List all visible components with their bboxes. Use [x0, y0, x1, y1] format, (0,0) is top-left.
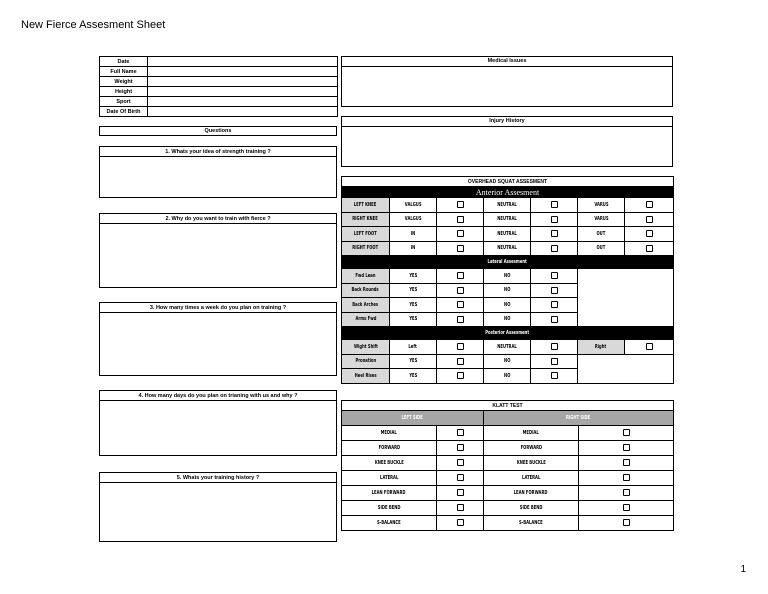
checkbox-cell — [437, 269, 484, 284]
questions-title: Questions — [99, 126, 337, 136]
posterior-row — [342, 354, 674, 369]
checkbox-cell — [531, 198, 578, 213]
klatt-left-label — [342, 500, 437, 515]
option-label-text: Right — [595, 343, 607, 350]
question-box[interactable] — [99, 472, 337, 542]
checkbox-cell — [579, 500, 674, 515]
anterior-row — [342, 212, 674, 227]
lateral-assessment-title-text: Lateral Assesment — [487, 259, 528, 265]
option-label — [484, 340, 531, 355]
klatt-right-label-text: KNEE BUCKLE — [516, 459, 546, 466]
klatt-left-label-text: S-BALANCE — [377, 519, 401, 526]
checkbox-cell — [437, 354, 484, 369]
klatt-right-label-text: LATERAL — [521, 474, 541, 481]
option-label — [484, 227, 531, 242]
option-label — [484, 198, 531, 213]
klatt-row — [342, 440, 674, 455]
checkbox-cell — [531, 298, 578, 313]
option-label-text: VALGUS — [404, 216, 422, 223]
info-label: Full Name — [100, 67, 148, 77]
option-label-text: YES — [409, 358, 417, 365]
klatt-left-label — [342, 515, 437, 530]
option-label — [390, 340, 437, 355]
checkbox-cell — [437, 515, 484, 530]
checkbox-cell — [437, 440, 484, 455]
checkbox[interactable] — [457, 272, 464, 279]
checkbox-cell — [437, 283, 484, 298]
option-label-text: NO — [503, 316, 511, 323]
checkbox-cell — [579, 470, 674, 485]
row-label — [342, 212, 390, 227]
info-label: Sport — [100, 97, 148, 107]
row-label-text: LEFT KNEE — [354, 201, 377, 208]
info-row — [100, 107, 338, 117]
klatt-row — [342, 485, 674, 500]
right-side-header-text: RIGHT SIDE — [566, 414, 591, 421]
checkbox-cell — [437, 241, 484, 256]
checkbox-cell — [437, 212, 484, 227]
checkbox-cell — [579, 515, 674, 530]
info-row — [100, 67, 338, 77]
checkbox-cell — [531, 212, 578, 227]
klatt-right-label — [484, 515, 579, 530]
row-label — [342, 354, 390, 369]
klatt-left-label-text: KNEE BUCKLE — [374, 459, 404, 466]
info-row — [100, 57, 338, 67]
klatt-right-label-text: SIDE BEND — [519, 504, 543, 511]
option-label-text: Left — [408, 343, 418, 350]
option-label — [484, 369, 531, 384]
empty-cell — [578, 354, 674, 383]
option-label-text: VARUS — [593, 201, 609, 208]
lateral-assessment-title — [342, 256, 674, 269]
question-box[interactable] — [99, 390, 337, 456]
row-label — [342, 283, 390, 298]
checkbox-cell — [625, 198, 674, 213]
checkbox[interactable] — [646, 201, 653, 208]
option-label-text: NEUTRAL — [497, 245, 517, 252]
klatt-left-label-text: LEAN FORWARD — [372, 489, 406, 496]
checkbox-cell — [531, 269, 578, 284]
option-label-text: IN — [410, 245, 416, 252]
checkbox-cell — [531, 340, 578, 355]
info-value-field[interactable] — [148, 67, 338, 77]
checkbox-cell — [437, 227, 484, 242]
option-label-text: NO — [503, 372, 511, 379]
checkbox[interactable] — [457, 301, 464, 308]
checkbox-cell — [579, 485, 674, 500]
row-label — [342, 369, 390, 384]
checkbox[interactable] — [551, 287, 558, 294]
klatt-left-label — [342, 455, 437, 470]
checkbox[interactable] — [551, 358, 558, 365]
option-label-text: NO — [503, 287, 511, 294]
checkbox-cell — [579, 425, 674, 440]
option-label-text: NEUTRAL — [497, 230, 517, 237]
checkbox-cell — [437, 298, 484, 313]
checkbox[interactable] — [623, 474, 630, 481]
klatt-right-label-text: MEDIAL — [522, 429, 540, 436]
posterior-assessment-title — [342, 327, 674, 340]
row-label-text: Wight Shift — [353, 343, 378, 350]
info-value-field[interactable] — [148, 107, 338, 117]
row-label-text: Back Arches — [352, 301, 379, 308]
question-box[interactable] — [99, 146, 337, 198]
checkbox-cell — [437, 198, 484, 213]
option-label — [390, 298, 437, 313]
klatt-row — [342, 500, 674, 515]
checkbox-cell — [437, 369, 484, 384]
anterior-row — [342, 198, 674, 213]
checkbox[interactable] — [551, 216, 558, 223]
klatt-right-label — [484, 470, 579, 485]
klatt-right-label — [484, 425, 579, 440]
question-text: 3. How many times a week do you plan on training ? — [100, 303, 336, 313]
info-value-field[interactable] — [148, 57, 338, 67]
option-label — [578, 212, 625, 227]
klatt-right-label — [484, 455, 579, 470]
info-label: Date Of Birth — [100, 107, 148, 117]
klatt-left-label — [342, 485, 437, 500]
option-label-text: OUT — [596, 245, 606, 252]
klatt-right-label — [484, 440, 579, 455]
info-value-field[interactable] — [148, 77, 338, 87]
option-label-text: NEUTRAL — [497, 343, 517, 350]
row-label-text: RIGHT KNEE — [352, 216, 379, 223]
klatt-row — [342, 470, 674, 485]
option-label-text: NEUTRAL — [497, 201, 517, 208]
klatt-left-label-text: LATERAL — [379, 474, 399, 481]
checkbox[interactable] — [457, 216, 464, 223]
option-label-text: YES — [409, 272, 417, 279]
checkbox[interactable] — [646, 343, 653, 350]
checkbox[interactable] — [457, 230, 464, 237]
checkbox[interactable] — [646, 245, 653, 252]
option-label — [390, 312, 437, 327]
checkbox[interactable] — [551, 372, 558, 379]
klatt-left-label — [342, 470, 437, 485]
right-side-header — [484, 411, 674, 426]
medical-issues-box[interactable] — [341, 56, 673, 107]
checkbox[interactable] — [551, 316, 558, 323]
anterior-assessment-title: Anterior Assesment — [342, 187, 674, 198]
checkbox-cell — [531, 241, 578, 256]
checkbox[interactable] — [551, 272, 558, 279]
checkbox[interactable] — [457, 519, 464, 526]
row-label — [342, 312, 390, 327]
option-label-text: IN — [410, 230, 416, 237]
option-label — [390, 283, 437, 298]
option-label — [390, 227, 437, 242]
anterior-row — [342, 241, 674, 256]
option-label — [390, 198, 437, 213]
checkbox[interactable] — [623, 504, 630, 511]
page-number: 1 — [740, 564, 746, 575]
question-box[interactable] — [99, 213, 337, 288]
option-label — [484, 312, 531, 327]
checkbox[interactable] — [457, 343, 464, 350]
checkbox[interactable] — [551, 245, 558, 252]
klatt-right-label-text: S-BALANCE — [519, 519, 543, 526]
checkbox-cell — [437, 470, 484, 485]
klatt-left-label — [342, 425, 437, 440]
klatt-test-table — [341, 400, 674, 531]
question-box[interactable] — [99, 302, 337, 376]
klatt-row — [342, 515, 674, 530]
checkbox[interactable] — [646, 230, 653, 237]
lateral-row — [342, 269, 674, 284]
checkbox[interactable] — [457, 504, 464, 511]
option-label-text: YES — [409, 372, 417, 379]
info-label: Date — [100, 57, 148, 67]
checkbox[interactable] — [457, 444, 464, 451]
info-value-field[interactable] — [148, 87, 338, 97]
klatt-left-label-text: FORWARD — [378, 444, 400, 451]
option-label-text: YES — [409, 316, 417, 323]
checkbox-cell — [437, 340, 484, 355]
checkbox[interactable] — [623, 444, 630, 451]
option-label-text: NO — [503, 358, 511, 365]
checkbox-cell — [437, 455, 484, 470]
checkbox[interactable] — [551, 343, 558, 350]
row-label-text: Heel Rises — [354, 372, 377, 379]
row-label — [342, 298, 390, 313]
checkbox[interactable] — [457, 372, 464, 379]
klatt-left-label-text: MEDIAL — [380, 429, 398, 436]
posterior-row — [342, 340, 674, 355]
info-value-field[interactable] — [148, 97, 338, 107]
checkbox[interactable] — [551, 230, 558, 237]
ohs-title-row — [342, 177, 674, 187]
checkbox[interactable] — [457, 489, 464, 496]
row-label — [342, 227, 390, 242]
ohs-title: OVERHEAD SQUAT ASSESMENT — [342, 177, 674, 187]
row-label — [342, 340, 390, 355]
checkbox-cell — [579, 440, 674, 455]
checkbox-cell — [625, 212, 674, 227]
option-label-text: NEUTRAL — [497, 216, 517, 223]
klatt-right-label-text: FORWARD — [520, 444, 542, 451]
medical-issues-title: Medical Issues — [342, 57, 672, 67]
row-label-text: Fwd Lean — [355, 272, 376, 279]
injury-history-box[interactable] — [341, 116, 673, 167]
injury-history-title: Injury History — [342, 117, 672, 127]
checkbox[interactable] — [457, 245, 464, 252]
checkbox-cell — [579, 455, 674, 470]
checkbox-cell — [625, 241, 674, 256]
info-row — [100, 97, 338, 107]
klatt-title: KLATT TEST — [342, 401, 674, 411]
checkbox[interactable] — [623, 459, 630, 466]
row-label — [342, 269, 390, 284]
checkbox[interactable] — [457, 316, 464, 323]
overhead-squat-table — [341, 176, 674, 384]
klatt-right-label-text: LEAN FORWARD — [514, 489, 548, 496]
anterior-row — [342, 227, 674, 242]
checkbox[interactable] — [623, 489, 630, 496]
checkbox-cell — [531, 369, 578, 384]
document-title: New Fierce Assesment Sheet — [21, 19, 166, 31]
option-label — [390, 212, 437, 227]
option-label-text: NO — [503, 272, 511, 279]
option-label — [484, 298, 531, 313]
checkbox-cell — [437, 312, 484, 327]
checkbox[interactable] — [551, 201, 558, 208]
checkbox-cell — [437, 485, 484, 500]
option-label — [578, 340, 625, 355]
klatt-left-label-text: SIDE BEND — [377, 504, 401, 511]
checkbox[interactable] — [623, 429, 630, 436]
checkbox[interactable] — [457, 287, 464, 294]
posterior-assessment-title-text: Posterior Assesment — [485, 330, 530, 336]
klatt-right-label — [484, 500, 579, 515]
option-label — [578, 198, 625, 213]
checkbox-cell — [437, 500, 484, 515]
option-label — [484, 283, 531, 298]
row-label — [342, 241, 390, 256]
option-label — [484, 212, 531, 227]
question-text: 2. Why do you want to train with fierce ? — [100, 214, 336, 224]
klatt-row — [342, 425, 674, 440]
checkbox-cell — [437, 425, 484, 440]
left-side-header-text: LEFT SIDE — [401, 414, 424, 421]
row-label — [342, 198, 390, 213]
row-label-text: RIGHT FOOT — [352, 245, 379, 252]
checkbox[interactable] — [623, 519, 630, 526]
row-label-text: Pronation — [355, 358, 376, 365]
checkbox[interactable] — [457, 459, 464, 466]
checkbox[interactable] — [457, 429, 464, 436]
option-label — [578, 241, 625, 256]
info-row — [100, 77, 338, 87]
question-text: 1. Whats your idea of strength training ? — [100, 147, 336, 157]
checkbox[interactable] — [551, 301, 558, 308]
option-label-text: NO — [503, 301, 511, 308]
option-label — [484, 354, 531, 369]
row-label-text: LEFT FOOT — [354, 230, 377, 237]
checkbox-cell — [531, 283, 578, 298]
left-side-header — [342, 411, 484, 426]
info-row — [100, 87, 338, 97]
option-label-text: OUT — [596, 230, 606, 237]
checkbox[interactable] — [457, 358, 464, 365]
empty-cell — [578, 269, 674, 327]
personal-info-table — [99, 56, 338, 117]
option-label — [484, 269, 531, 284]
row-label-text: Back Rounds — [351, 287, 380, 294]
klatt-row — [342, 455, 674, 470]
checkbox-cell — [531, 354, 578, 369]
checkbox[interactable] — [457, 201, 464, 208]
option-label — [484, 241, 531, 256]
option-label — [390, 241, 437, 256]
option-label-text: VALGUS — [404, 201, 422, 208]
checkbox[interactable] — [646, 216, 653, 223]
question-text: 5. Whats your training history ? — [100, 473, 336, 483]
option-label-text: VARUS — [593, 216, 609, 223]
option-label-text: YES — [409, 301, 417, 308]
checkbox-cell — [531, 227, 578, 242]
checkbox[interactable] — [457, 474, 464, 481]
option-label — [390, 369, 437, 384]
klatt-right-label — [484, 485, 579, 500]
info-label: Height — [100, 87, 148, 97]
checkbox-cell — [625, 227, 674, 242]
klatt-left-label — [342, 440, 437, 455]
question-text: 4. How many days do you plan on trianing with us and why ? — [100, 391, 336, 401]
info-label: Weight — [100, 77, 148, 87]
option-label — [578, 227, 625, 242]
option-label-text: YES — [409, 287, 417, 294]
option-label — [390, 354, 437, 369]
checkbox-cell — [531, 312, 578, 327]
checkbox-cell — [625, 340, 674, 355]
row-label-text: Arms Fwd — [355, 316, 376, 323]
option-label — [390, 269, 437, 284]
